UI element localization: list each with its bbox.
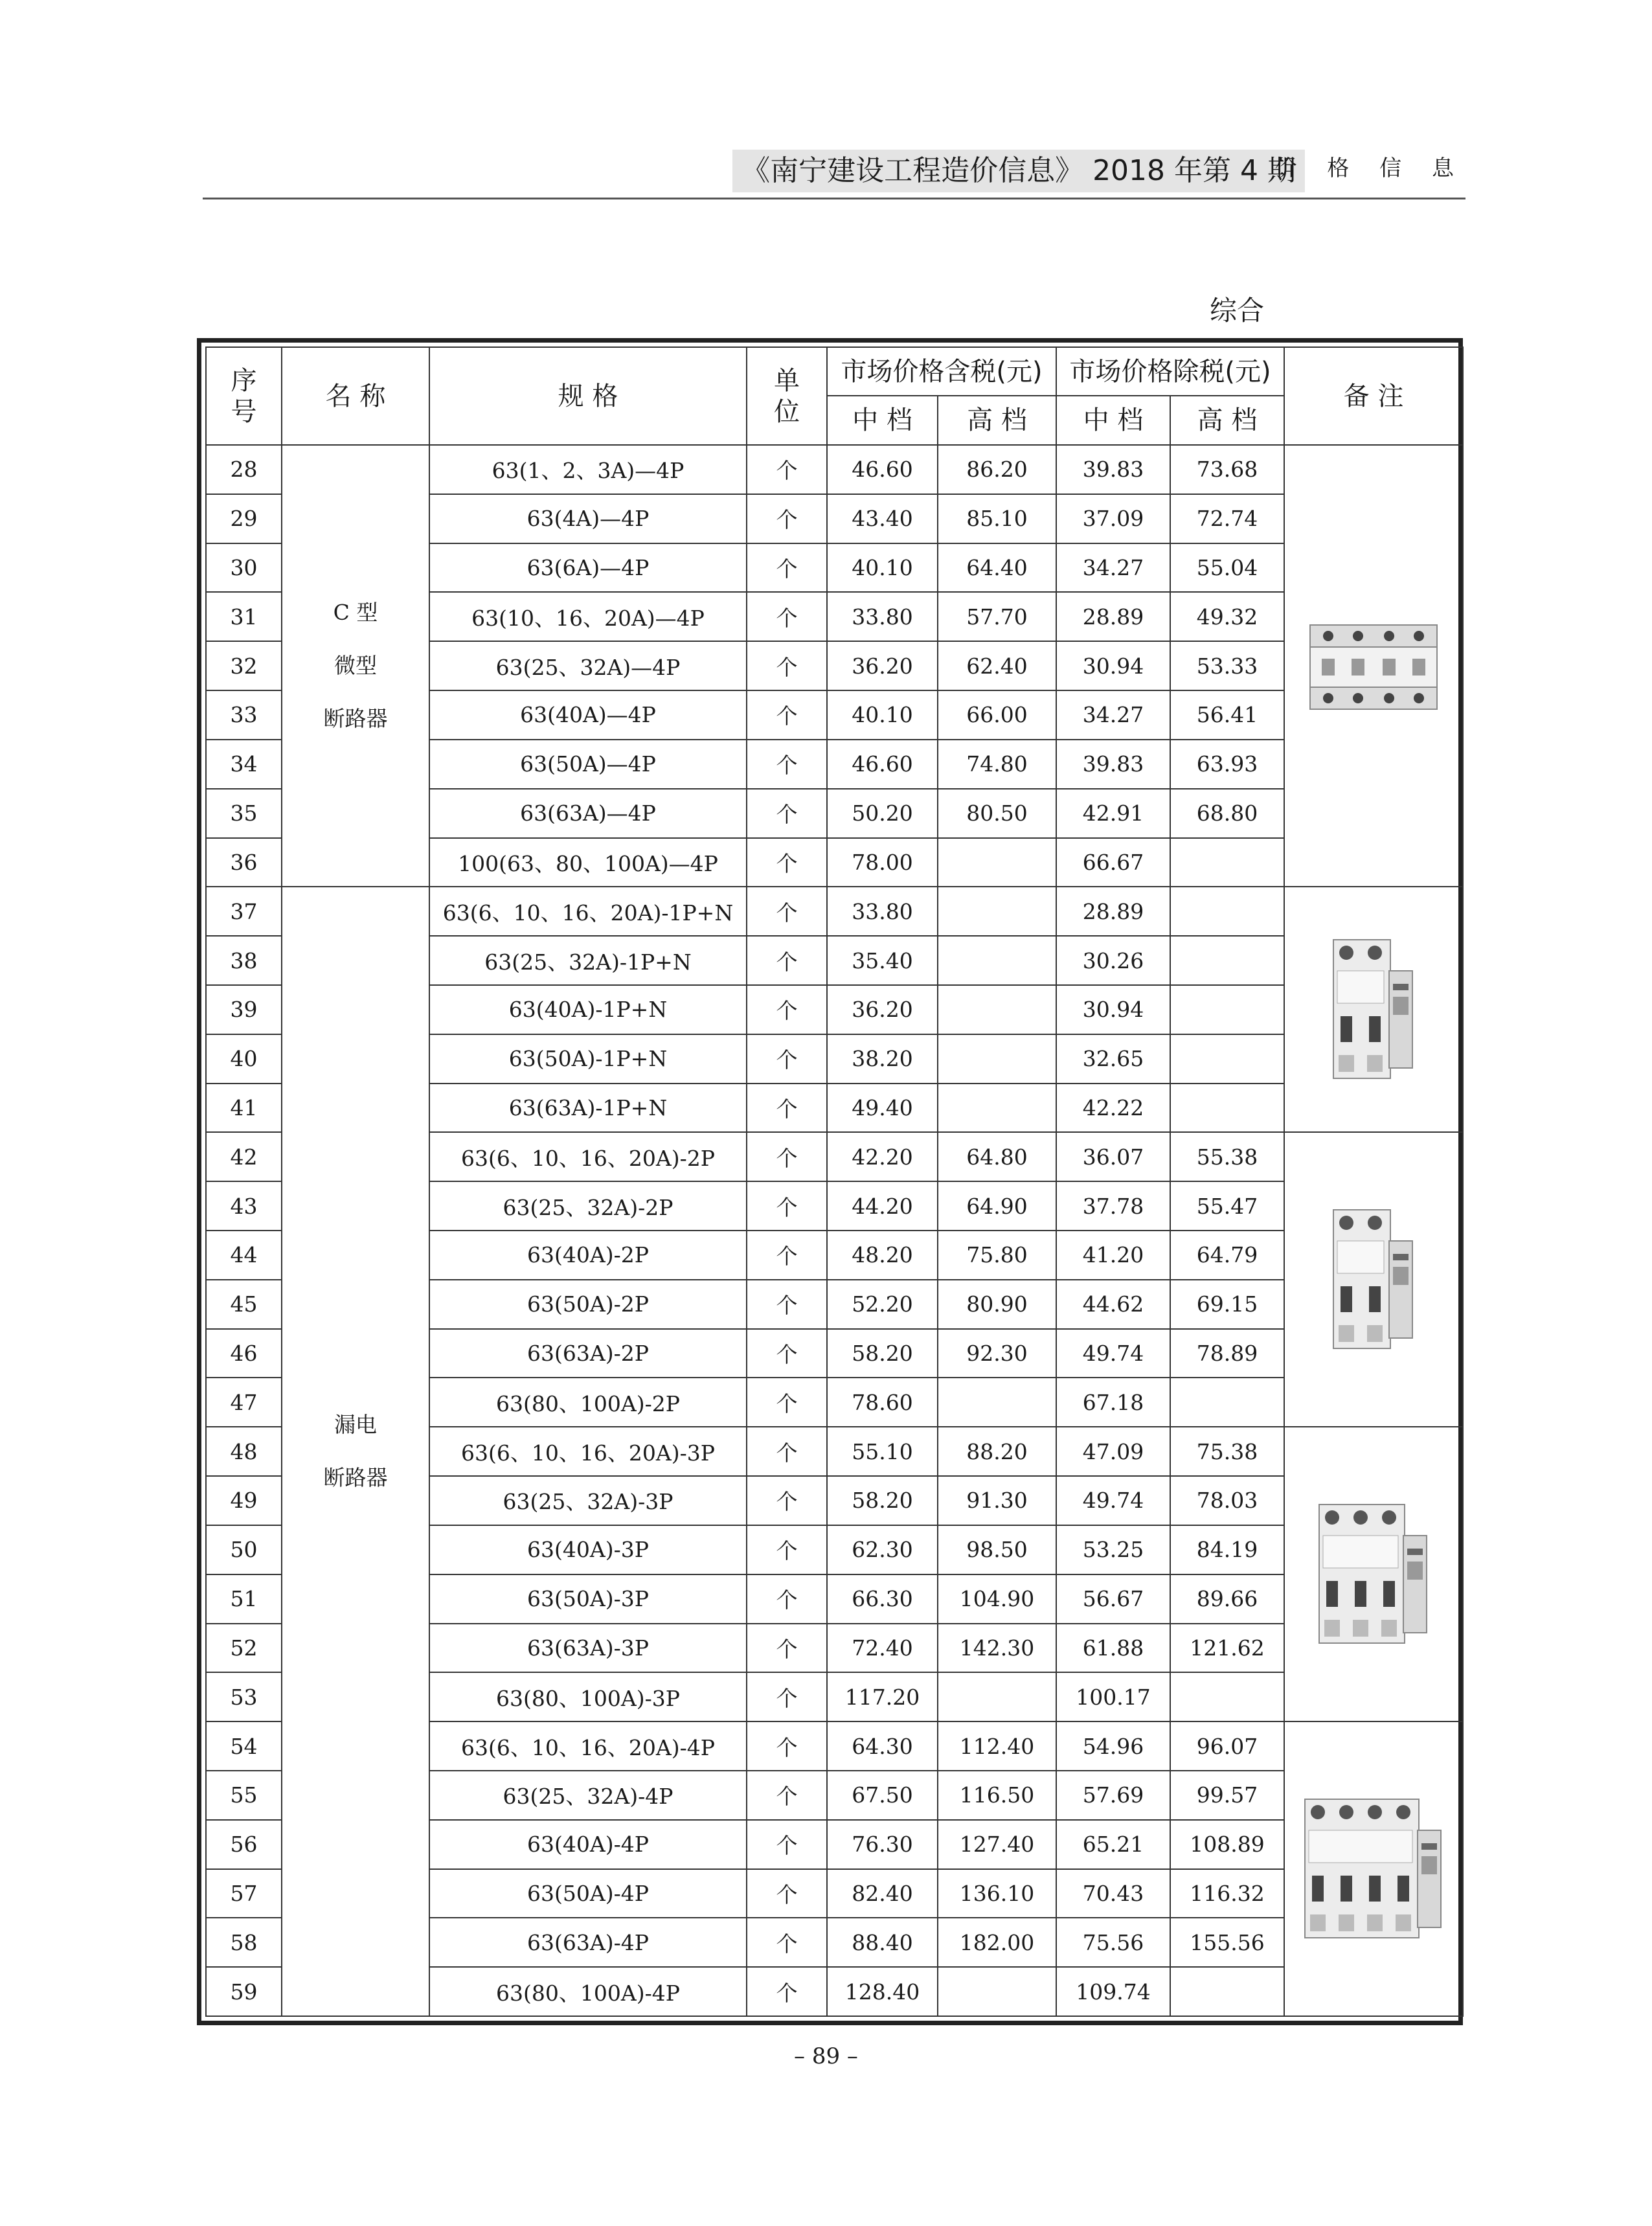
price-tax-incl-mid: 49.40 [827, 1084, 938, 1133]
price-tax-incl-high: 88.20 [938, 1427, 1056, 1476]
price-tax-excl-mid: 47.09 [1056, 1427, 1170, 1476]
spec-cell: 63(63A)-4P [429, 1918, 747, 1967]
spec-cell: 63(6、10、16、20A)-4P [429, 1721, 747, 1771]
unit-cell: 个 [747, 1427, 827, 1476]
unit-cell: 个 [747, 789, 827, 838]
page-header [203, 146, 1465, 199]
price-tax-incl-mid: 82.40 [827, 1869, 938, 1918]
price-tax-incl-high [938, 936, 1056, 985]
price-tax-excl-high: 116.32 [1170, 1869, 1284, 1918]
row-number: 35 [206, 789, 282, 838]
spec-cell: 63(50A)-1P+N [429, 1034, 747, 1084]
price-tax-excl-high [1170, 1378, 1284, 1427]
unit-cell: 个 [747, 1525, 827, 1574]
row-number: 31 [206, 592, 282, 641]
price-tax-excl-mid: 49.74 [1056, 1476, 1170, 1525]
price-tax-excl-mid: 49.74 [1056, 1329, 1170, 1378]
unit-cell: 个 [747, 887, 827, 936]
publication-title: 《南宁建设工程造价信息》 2018 年第 4 期 [732, 150, 1305, 192]
price-tax-excl-high: 72.74 [1170, 494, 1284, 543]
price-tax-incl-high: 182.00 [938, 1918, 1056, 1967]
price-tax-excl-mid: 39.83 [1056, 740, 1170, 789]
header-name: 名 称 [282, 347, 429, 445]
price-tax-excl-mid: 67.18 [1056, 1378, 1170, 1427]
row-number: 54 [206, 1721, 282, 1771]
price-tax-excl-mid: 28.89 [1056, 592, 1170, 641]
row-number: 45 [206, 1280, 282, 1329]
price-tax-incl-mid: 58.20 [827, 1476, 938, 1525]
row-number: 40 [206, 1034, 282, 1084]
section-label: 价 格 信 息 [1274, 155, 1465, 181]
price-tax-excl-high: 49.32 [1170, 592, 1284, 641]
row-number: 34 [206, 740, 282, 789]
unit-cell: 个 [747, 543, 827, 593]
spec-cell: 63(63A)-2P [429, 1329, 747, 1378]
header-price-tax-excluded: 市场价格除税(元) [1056, 347, 1284, 396]
spec-cell: 63(50A)-4P [429, 1869, 747, 1918]
header-spec: 规 格 [429, 347, 747, 445]
price-tax-excl-mid: 42.22 [1056, 1084, 1170, 1133]
spec-cell: 63(50A)-3P [429, 1574, 747, 1624]
header-tax-incl-high: 高 档 [938, 396, 1056, 445]
price-tax-incl-mid: 42.20 [827, 1132, 938, 1181]
row-number: 56 [206, 1820, 282, 1869]
row-number: 53 [206, 1672, 282, 1721]
unit-cell: 个 [747, 1672, 827, 1721]
page-number: – 89 – [794, 2043, 858, 2069]
row-number: 30 [206, 543, 282, 593]
row-number: 52 [206, 1624, 282, 1673]
unit-cell: 个 [747, 592, 827, 641]
unit-cell: 个 [747, 936, 827, 985]
price-tax-excl-mid: 70.43 [1056, 1869, 1170, 1918]
price-tax-excl-high [1170, 1084, 1284, 1133]
spec-cell: 63(63A)-3P [429, 1624, 747, 1673]
price-tax-excl-mid: 34.27 [1056, 543, 1170, 593]
price-tax-excl-mid: 30.94 [1056, 985, 1170, 1034]
row-number: 36 [206, 838, 282, 887]
price-tax-incl-mid: 72.40 [827, 1624, 938, 1673]
price-tax-excl-mid: 65.21 [1056, 1820, 1170, 1869]
price-tax-incl-mid: 43.40 [827, 494, 938, 543]
price-tax-excl-mid: 34.27 [1056, 690, 1170, 740]
unit-cell: 个 [747, 1181, 827, 1231]
price-tax-incl-mid: 38.20 [827, 1034, 938, 1084]
spec-cell: 100(63、80、100A)—4P [429, 838, 747, 887]
price-tax-excl-high: 55.38 [1170, 1132, 1284, 1181]
spec-cell: 63(40A)—4P [429, 690, 747, 740]
spec-cell: 63(25、32A)-2P [429, 1181, 747, 1231]
price-tax-excl-high [1170, 985, 1284, 1034]
price-tax-incl-high: 92.30 [938, 1329, 1056, 1378]
price-tax-excl-high [1170, 1034, 1284, 1084]
price-tax-excl-high [1170, 838, 1284, 887]
price-tax-incl-high [938, 985, 1056, 1034]
item-name-line: 断路器 [323, 706, 388, 732]
item-name-line: C 型 [333, 600, 378, 626]
price-tax-excl-mid: 41.20 [1056, 1231, 1170, 1280]
row-number: 41 [206, 1084, 282, 1133]
price-tax-incl-mid: 35.40 [827, 936, 938, 985]
rcbo-3p-photo [1318, 1503, 1429, 1646]
unit-cell: 个 [747, 1820, 827, 1869]
price-tax-incl-high: 75.80 [938, 1231, 1056, 1280]
price-tax-incl-high: 112.40 [938, 1721, 1056, 1771]
price-tax-excl-mid: 42.91 [1056, 789, 1170, 838]
row-number: 48 [206, 1427, 282, 1476]
spec-cell: 63(6、10、16、20A)-3P [429, 1427, 747, 1476]
item-name [282, 445, 429, 887]
price-tax-incl-high: 66.00 [938, 690, 1056, 740]
unit-cell: 个 [747, 1721, 827, 1771]
price-tax-incl-high [938, 1378, 1056, 1427]
unit-cell: 个 [747, 1869, 827, 1918]
unit-cell: 个 [747, 838, 827, 887]
unit-cell: 个 [747, 1231, 827, 1280]
price-tax-incl-high: 62.40 [938, 641, 1056, 690]
price-table-frame [197, 338, 1463, 2025]
price-tax-incl-mid: 48.20 [827, 1231, 938, 1280]
price-tax-incl-high [938, 1034, 1056, 1084]
spec-cell: 63(80、100A)-4P [429, 1967, 747, 2016]
price-tax-excl-high: 121.62 [1170, 1624, 1284, 1673]
spec-cell: 63(25、32A)—4P [429, 641, 747, 690]
price-tax-excl-high: 96.07 [1170, 1721, 1284, 1771]
row-number: 43 [206, 1181, 282, 1231]
price-tax-excl-high: 99.57 [1170, 1771, 1284, 1820]
table-row [206, 887, 1463, 936]
price-tax-incl-mid: 36.20 [827, 985, 938, 1034]
price-tax-incl-mid: 44.20 [827, 1181, 938, 1231]
price-tax-excl-high: 56.41 [1170, 690, 1284, 740]
spec-cell: 63(10、16、20A)—4P [429, 592, 747, 641]
price-tax-incl-mid: 52.20 [827, 1280, 938, 1329]
price-tax-excl-mid: 28.89 [1056, 887, 1170, 936]
price-tax-incl-mid: 88.40 [827, 1918, 938, 1967]
unit-cell: 个 [747, 1084, 827, 1133]
spec-cell: 63(63A)—4P [429, 789, 747, 838]
remark-cell [1284, 1132, 1463, 1427]
row-number: 28 [206, 445, 282, 494]
price-tax-excl-high: 63.93 [1170, 740, 1284, 789]
miniature-circuit-breaker-4p-photo [1309, 620, 1438, 712]
unit-cell: 个 [747, 1132, 827, 1181]
header-remark: 备 注 [1284, 347, 1463, 445]
price-tax-incl-mid: 40.10 [827, 543, 938, 593]
unit-cell: 个 [747, 740, 827, 789]
item-name-line: 断路器 [323, 1465, 388, 1491]
row-number: 46 [206, 1329, 282, 1378]
price-tax-excl-high: 155.56 [1170, 1918, 1284, 1967]
unit-cell: 个 [747, 1280, 827, 1329]
price-tax-incl-mid: 36.20 [827, 641, 938, 690]
unit-cell: 个 [747, 1034, 827, 1084]
price-tax-excl-mid: 30.94 [1056, 641, 1170, 690]
remark-cell [1284, 445, 1463, 887]
row-number: 39 [206, 985, 282, 1034]
price-tax-incl-mid: 64.30 [827, 1721, 938, 1771]
price-tax-incl-mid: 55.10 [827, 1427, 938, 1476]
price-tax-excl-mid: 56.67 [1056, 1574, 1170, 1624]
price-tax-excl-mid: 100.17 [1056, 1672, 1170, 1721]
header-tax-excl-mid: 中 档 [1056, 396, 1170, 445]
rcbo-2p-photo [1332, 1209, 1415, 1351]
price-tax-incl-high [938, 1672, 1056, 1721]
price-tax-excl-mid: 61.88 [1056, 1624, 1170, 1673]
price-tax-excl-mid: 36.07 [1056, 1132, 1170, 1181]
price-tax-excl-high: 89.66 [1170, 1574, 1284, 1624]
price-tax-incl-high: 86.20 [938, 445, 1056, 494]
unit-cell: 个 [747, 641, 827, 690]
price-tax-incl-mid: 33.80 [827, 592, 938, 641]
unit-cell: 个 [747, 445, 827, 494]
spec-cell: 63(40A)-1P+N [429, 985, 747, 1034]
row-number: 42 [206, 1132, 282, 1181]
header-tax-incl-mid: 中 档 [827, 396, 938, 445]
item-name-line: 漏电 [334, 1412, 377, 1438]
rcbo-4p-photo [1304, 1798, 1443, 1940]
spec-cell: 63(1、2、3A)—4P [429, 445, 747, 494]
price-tax-excl-mid: 32.65 [1056, 1034, 1170, 1084]
header-price-tax-included: 市场价格含税(元) [827, 347, 1056, 396]
spec-cell: 63(6A)—4P [429, 543, 747, 593]
price-tax-excl-high: 108.89 [1170, 1820, 1284, 1869]
spec-cell: 63(25、32A)-1P+N [429, 936, 747, 985]
price-tax-excl-mid: 57.69 [1056, 1771, 1170, 1820]
price-tax-incl-high: 80.90 [938, 1280, 1056, 1329]
price-table [205, 346, 1464, 2017]
price-tax-incl-high: 57.70 [938, 592, 1056, 641]
price-tax-excl-high: 78.03 [1170, 1476, 1284, 1525]
price-tax-excl-mid: 30.26 [1056, 936, 1170, 985]
table-row [206, 445, 1463, 494]
spec-cell: 63(50A)-2P [429, 1280, 747, 1329]
price-tax-incl-mid: 62.30 [827, 1525, 938, 1574]
row-number: 59 [206, 1967, 282, 2016]
price-tax-excl-high: 73.68 [1170, 445, 1284, 494]
spec-cell: 63(40A)-2P [429, 1231, 747, 1280]
unit-cell: 个 [747, 1378, 827, 1427]
price-tax-incl-high [938, 1967, 1056, 2016]
header-tax-excl-high: 高 档 [1170, 396, 1284, 445]
price-table-body [206, 445, 1463, 2016]
row-number: 44 [206, 1231, 282, 1280]
spec-cell: 63(80、100A)-3P [429, 1672, 747, 1721]
row-number: 49 [206, 1476, 282, 1525]
price-tax-incl-mid: 76.30 [827, 1820, 938, 1869]
price-tax-excl-mid: 37.09 [1056, 494, 1170, 543]
price-tax-excl-mid: 75.56 [1056, 1918, 1170, 1967]
price-tax-incl-mid: 40.10 [827, 690, 938, 740]
price-tax-excl-high [1170, 936, 1284, 985]
price-tax-incl-high: 116.50 [938, 1771, 1056, 1820]
price-tax-incl-high: 74.80 [938, 740, 1056, 789]
rcbo-1p-n-photo [1332, 938, 1415, 1081]
price-tax-excl-high [1170, 887, 1284, 936]
unit-cell: 个 [747, 494, 827, 543]
price-tax-incl-mid: 33.80 [827, 887, 938, 936]
price-tax-incl-high: 91.30 [938, 1476, 1056, 1525]
row-number: 47 [206, 1378, 282, 1427]
spec-cell: 63(6、10、16、20A)-1P+N [429, 887, 747, 936]
price-tax-incl-mid: 66.30 [827, 1574, 938, 1624]
row-number: 55 [206, 1771, 282, 1820]
price-tax-incl-high: 64.80 [938, 1132, 1056, 1181]
unit-cell: 个 [747, 690, 827, 740]
price-tax-excl-mid: 44.62 [1056, 1280, 1170, 1329]
unit-cell: 个 [747, 1918, 827, 1967]
spec-cell: 63(6、10、16、20A)-2P [429, 1132, 747, 1181]
price-tax-incl-mid: 58.20 [827, 1329, 938, 1378]
price-tax-excl-high: 75.38 [1170, 1427, 1284, 1476]
price-tax-excl-mid: 54.96 [1056, 1721, 1170, 1771]
price-tax-excl-high: 55.04 [1170, 543, 1284, 593]
price-tax-incl-high: 85.10 [938, 494, 1056, 543]
spec-cell: 63(80、100A)-2P [429, 1378, 747, 1427]
price-tax-excl-high: 68.80 [1170, 789, 1284, 838]
row-number: 50 [206, 1525, 282, 1574]
price-tax-excl-mid: 37.78 [1056, 1181, 1170, 1231]
price-tax-excl-mid: 66.67 [1056, 838, 1170, 887]
price-tax-incl-high [938, 887, 1056, 936]
price-tax-incl-high: 98.50 [938, 1525, 1056, 1574]
spec-cell: 63(40A)-4P [429, 1820, 747, 1869]
row-number: 57 [206, 1869, 282, 1918]
remark-cell [1284, 887, 1463, 1132]
unit-cell: 个 [747, 1624, 827, 1673]
row-number: 29 [206, 494, 282, 543]
price-tax-incl-high: 127.40 [938, 1820, 1056, 1869]
unit-cell: 个 [747, 1967, 827, 2016]
row-number: 32 [206, 641, 282, 690]
price-tax-incl-high [938, 838, 1056, 887]
item-name-line: 微型 [334, 653, 377, 679]
price-tax-incl-high: 64.40 [938, 543, 1056, 593]
spec-cell: 63(50A)—4P [429, 740, 747, 789]
spec-cell: 63(4A)—4P [429, 494, 747, 543]
unit-cell: 个 [747, 1771, 827, 1820]
price-tax-excl-mid: 53.25 [1056, 1525, 1170, 1574]
unit-cell: 个 [747, 1574, 827, 1624]
price-tax-excl-high [1170, 1967, 1284, 2016]
spec-cell: 63(40A)-3P [429, 1525, 747, 1574]
spec-cell: 63(25、32A)-3P [429, 1476, 747, 1525]
unit-cell: 个 [747, 985, 827, 1034]
price-tax-incl-high: 64.90 [938, 1181, 1056, 1231]
price-tax-excl-high: 53.33 [1170, 641, 1284, 690]
price-tax-incl-mid: 78.00 [827, 838, 938, 887]
remark-cell [1284, 1721, 1463, 2016]
price-tax-incl-mid: 46.60 [827, 445, 938, 494]
price-tax-incl-mid: 67.50 [827, 1771, 938, 1820]
price-tax-excl-high: 64.79 [1170, 1231, 1284, 1280]
header-unit: 单位 [747, 347, 827, 445]
price-tax-incl-high: 104.90 [938, 1574, 1056, 1624]
row-number: 38 [206, 936, 282, 985]
price-tax-incl-high [938, 1084, 1056, 1133]
price-tax-incl-high: 136.10 [938, 1869, 1056, 1918]
row-number: 33 [206, 690, 282, 740]
price-tax-excl-mid: 109.74 [1056, 1967, 1170, 2016]
price-tax-excl-high: 78.89 [1170, 1329, 1284, 1378]
price-tax-incl-mid: 50.20 [827, 789, 938, 838]
price-tax-excl-mid: 39.83 [1056, 445, 1170, 494]
price-tax-excl-high: 69.15 [1170, 1280, 1284, 1329]
spec-cell: 63(63A)-1P+N [429, 1084, 747, 1133]
price-tax-excl-high: 55.47 [1170, 1181, 1284, 1231]
category-label: 综合 [1210, 295, 1265, 326]
item-name [282, 887, 429, 2016]
row-number: 51 [206, 1574, 282, 1624]
price-tax-incl-mid: 78.60 [827, 1378, 938, 1427]
row-number: 37 [206, 887, 282, 936]
price-tax-incl-mid: 128.40 [827, 1967, 938, 2016]
remark-cell [1284, 1427, 1463, 1721]
price-tax-incl-high: 80.50 [938, 789, 1056, 838]
header-no: 序号 [206, 347, 282, 445]
price-tax-incl-mid: 117.20 [827, 1672, 938, 1721]
spec-cell: 63(25、32A)-4P [429, 1771, 747, 1820]
row-number: 58 [206, 1918, 282, 1967]
price-tax-excl-high [1170, 1672, 1284, 1721]
price-tax-excl-high: 84.19 [1170, 1525, 1284, 1574]
price-tax-incl-mid: 46.60 [827, 740, 938, 789]
unit-cell: 个 [747, 1329, 827, 1378]
unit-cell: 个 [747, 1476, 827, 1525]
price-tax-incl-high: 142.30 [938, 1624, 1056, 1673]
